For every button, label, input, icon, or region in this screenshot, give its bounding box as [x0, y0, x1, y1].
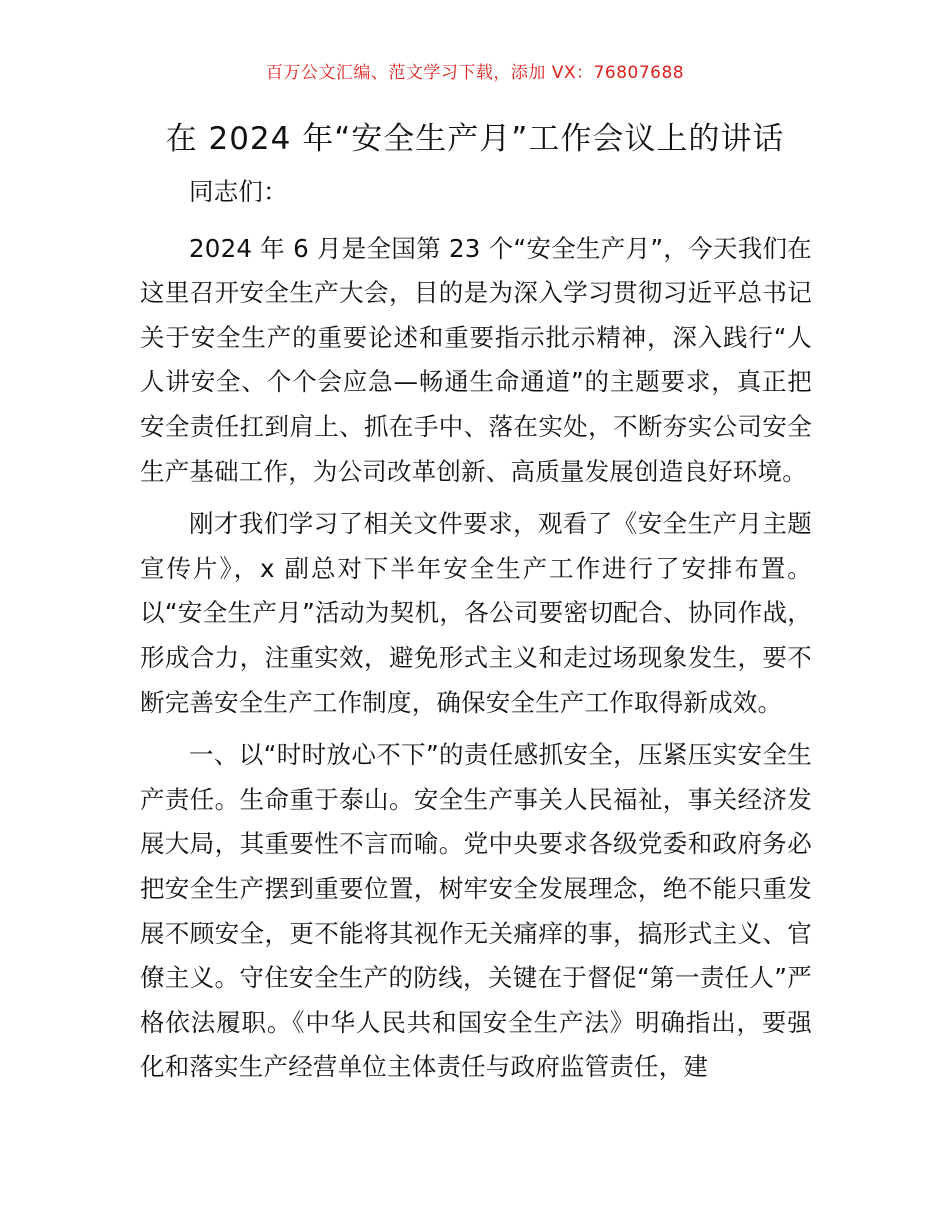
paragraph-2: 刚才我们学习了相关文件要求，观看了《安全生产月主题宣传片》，x 副总对下半年安全生产工作进行了安排布置。以“安全生产月”活动为契机，各公司要密切配合、协同作战，形成合力，注重实效，避免形式主义和走过场现象发生，要不断完善安全生产工作制度，确保安全生产工作取得新成效。	[140, 509, 812, 717]
document-title: 在 2024 年“安全生产月”工作会议上的讲话	[165, 121, 785, 157]
promo-header: 百万公文汇编、范文学习下载，添加 VX：76807688	[265, 63, 685, 83]
salutation: 同志们：	[189, 177, 288, 206]
document-body	[140, 170, 812, 1098]
paragraph-3: 一、以“时时放心不下”的责任感抓安全，压紧压实安全生产责任。生命重于泰山。安全生产事关人民福祉，事关经济发展大局，其重要性不言而喻。党中央要求各级党委和政府务必把安全生产摆到重要位置，树牢安全发展理念，绝不能只重发展不顾安全，更不能将其视作无关痛痒的事，搞形式主义、官僚主义。守住安全生产的防线，关键在于督促“第一责任人”严格依法履职。《中华人民共和国安全生产法》明确指出，要强化和落实生产经营单位主体责任与政府监管责任，建	[140, 740, 812, 1082]
paragraph-1: 2024 年 6 月是全国第 23 个“安全生产月”，今天我们在这里召开安全生产大会，目的是为深入学习贯彻习近平总书记关于安全生产的重要论述和重要指示批示精神，深入践行“人人讲安全、个个会应急—畅通生命通道”的主题要求，真正把安全责任扛到肩上、抓在手中、落在实处，不断夯实公司安全生产基础工作，为公司改革创新、高质量发展创造良好环境。	[140, 233, 812, 486]
